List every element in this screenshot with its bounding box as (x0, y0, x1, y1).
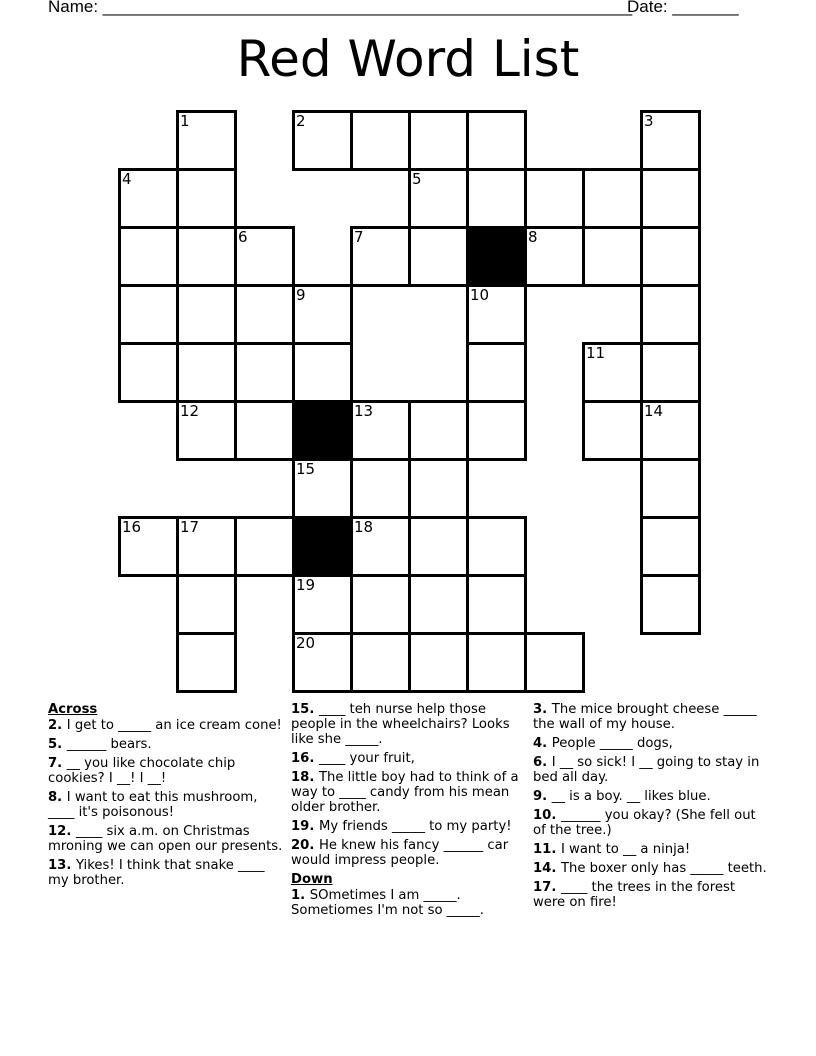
grid-cell[interactable] (176, 110, 237, 171)
clue-text: __ is a boy. __ likes blue. (551, 789, 711, 804)
clue-number: 3. (533, 702, 552, 717)
across-clue (48, 858, 283, 888)
clue-text: ____ your fruit, (318, 751, 415, 766)
clue-number: 8 (528, 228, 538, 246)
clue-number: 10. (533, 808, 561, 823)
grid-cell[interactable] (582, 168, 643, 229)
clue-text: SOmetimes I am _____. Sometiomes I'm not so _____. (291, 888, 484, 918)
across-clue (291, 702, 526, 747)
name-field[interactable]: Name: ________________________________________________________ (48, 0, 633, 16)
grid-cell[interactable] (466, 574, 527, 635)
down-clue (533, 880, 768, 910)
grid-cell[interactable] (466, 516, 527, 577)
clue-text: The little boy had to think of a way to ____ candy from his mean older brother. (291, 770, 519, 815)
grid-cell[interactable] (466, 400, 527, 461)
clue-text: ______ bears. (66, 737, 152, 752)
across-clue (48, 790, 283, 820)
clue-text: ______ you okay? (She fell out of the tree.) (533, 808, 756, 838)
clue-number: 7 (354, 228, 364, 246)
clue-number: 20 (296, 634, 316, 652)
across-clue (291, 819, 526, 834)
clue-number: 16 (122, 518, 142, 536)
grid-cell[interactable] (640, 226, 701, 287)
across-heading: Across (48, 702, 98, 717)
clue-number: 18 (354, 518, 374, 536)
clue-number: 15 (296, 460, 316, 478)
grid-cell[interactable] (408, 168, 469, 229)
across-clue (48, 718, 283, 733)
clue-text: I want to __ a ninja! (560, 842, 691, 857)
grid-cell[interactable] (292, 458, 353, 519)
clue-text: ____ the trees in the forest were on fire! (533, 880, 735, 910)
grid-cell[interactable] (176, 284, 237, 345)
clue-text: My friends _____ to my party! (318, 819, 512, 834)
grid-cell[interactable] (292, 632, 353, 693)
clue-number: 5. (48, 737, 67, 752)
grid-cell[interactable] (350, 632, 411, 693)
grid-cell[interactable] (118, 226, 179, 287)
grid-cell[interactable] (582, 226, 643, 287)
grid-cell[interactable] (466, 110, 527, 171)
grid-cell[interactable] (118, 168, 179, 229)
clues-column-2 (291, 702, 526, 922)
grid-cell[interactable] (234, 342, 295, 403)
clue-text: I get to _____ an ice cream cone! (66, 718, 282, 733)
grid-cell[interactable] (408, 400, 469, 461)
clue-number: 15. (291, 702, 319, 717)
grid-cell[interactable] (292, 342, 353, 403)
page-title: Red Word List (236, 30, 580, 88)
clue-number: 4. (533, 736, 552, 751)
black-cell (466, 226, 527, 287)
clue-text: People _____ dogs, (551, 736, 673, 751)
grid-cell[interactable] (350, 226, 411, 287)
down-clue (533, 736, 768, 751)
grid-cell[interactable] (582, 342, 643, 403)
grid-cell[interactable] (408, 458, 469, 519)
clue-number: 5 (412, 170, 422, 188)
grid-cell[interactable] (640, 400, 701, 461)
clue-number: 10 (470, 286, 490, 304)
across-clue (48, 824, 283, 854)
grid-cell[interactable] (408, 226, 469, 287)
grid-cell[interactable] (408, 110, 469, 171)
clue-text: I __ so sick! I __ going to stay in bed all day. (533, 755, 760, 785)
grid-cell[interactable] (524, 226, 585, 287)
grid-cell[interactable] (640, 516, 701, 577)
down-heading: Down (291, 872, 333, 887)
grid-cell[interactable] (350, 458, 411, 519)
down-clue (533, 755, 768, 785)
grid-cell[interactable] (640, 574, 701, 635)
grid-cell[interactable] (234, 226, 295, 287)
down-clue (533, 702, 768, 732)
date-field[interactable]: Date: _______ (627, 0, 739, 16)
crossword-grid (118, 110, 701, 693)
clue-number: 4 (122, 170, 132, 188)
clue-number: 19. (291, 819, 319, 834)
across-clue (291, 751, 526, 766)
clue-number: 8. (48, 790, 67, 805)
grid-cell[interactable] (234, 284, 295, 345)
clue-number: 1. (291, 888, 310, 903)
clue-number: 16. (291, 751, 319, 766)
grid-cell[interactable] (176, 400, 237, 461)
clue-number: 11. (533, 842, 561, 857)
grid-cell[interactable] (466, 632, 527, 693)
grid-cell[interactable] (466, 168, 527, 229)
grid-cell[interactable] (582, 400, 643, 461)
grid-cell[interactable] (176, 342, 237, 403)
grid-cell[interactable] (292, 574, 353, 635)
down-clue (533, 808, 768, 838)
clue-text: He knew his fancy ______ car would impress people. (291, 838, 509, 868)
grid-cell[interactable] (350, 110, 411, 171)
grid-cell[interactable] (292, 110, 353, 171)
black-cell (292, 516, 353, 577)
clue-number: 13. (48, 858, 76, 873)
clue-number: 17 (180, 518, 200, 536)
black-cell (292, 400, 353, 461)
grid-cell[interactable] (350, 400, 411, 461)
grid-cell[interactable] (466, 284, 527, 345)
clue-text: __ you like chocolate chip cookies? I __! I __! (48, 756, 236, 786)
grid-cell[interactable] (408, 574, 469, 635)
clue-number: 13 (354, 402, 374, 420)
grid-cell[interactable] (176, 516, 237, 577)
grid-cell[interactable] (176, 632, 237, 693)
grid-cell[interactable] (292, 284, 353, 345)
grid-cell[interactable] (350, 574, 411, 635)
across-clue (48, 737, 283, 752)
down-clue (291, 888, 526, 918)
clue-number: 12 (180, 402, 200, 420)
clue-number: 19 (296, 576, 316, 594)
clue-number: 1 (180, 112, 190, 130)
clue-number: 11 (586, 344, 606, 362)
grid-cell[interactable] (118, 516, 179, 577)
across-clue (291, 838, 526, 868)
across-clue (291, 770, 526, 815)
grid-cell[interactable] (176, 574, 237, 635)
grid-cell[interactable] (118, 342, 179, 403)
clue-number: 9. (533, 789, 552, 804)
clue-text: I want to eat this mushroom, ____ it's poisonous! (48, 790, 258, 820)
clue-number: 2 (296, 112, 306, 130)
grid-cell[interactable] (350, 516, 411, 577)
clue-number: 18. (291, 770, 319, 785)
grid-cell[interactable] (466, 342, 527, 403)
grid-cell[interactable] (524, 632, 585, 693)
down-clue (533, 842, 768, 857)
clue-text: ____ six a.m. on Christmas mroning we can open our presents. (48, 824, 283, 854)
grid-cell[interactable] (640, 168, 701, 229)
grid-cell[interactable] (118, 284, 179, 345)
clue-number: 3 (644, 112, 654, 130)
grid-cell[interactable] (640, 110, 701, 171)
clue-number: 6. (533, 755, 552, 770)
clue-number: 14 (644, 402, 664, 420)
clues-column-3 (533, 702, 768, 914)
clue-number: 17. (533, 880, 561, 895)
grid-cell[interactable] (234, 516, 295, 577)
grid-cell[interactable] (176, 226, 237, 287)
clue-number: 6 (238, 228, 248, 246)
clue-number: 7. (48, 756, 67, 771)
down-clue (533, 789, 768, 804)
grid-cell[interactable] (234, 400, 295, 461)
clue-text: The boxer only has _____ teeth. (560, 861, 767, 876)
across-clue (48, 756, 283, 786)
clue-number: 2. (48, 718, 67, 733)
grid-cell[interactable] (408, 516, 469, 577)
clue-text: The mice brought cheese _____ the wall of my house. (533, 702, 757, 732)
grid-cell[interactable] (640, 458, 701, 519)
grid-cell[interactable] (176, 168, 237, 229)
clue-text: ____ teh nurse help those people in the wheelchairs? Looks like she _____. (291, 702, 510, 747)
grid-cell[interactable] (524, 168, 585, 229)
clues-column-1 (48, 702, 283, 892)
clue-text: Yikes! I think that snake ____ my brother. (48, 858, 265, 888)
grid-cell[interactable] (408, 632, 469, 693)
down-clue (533, 861, 768, 876)
clue-number: 14. (533, 861, 561, 876)
clue-number: 20. (291, 838, 319, 853)
grid-cell[interactable] (640, 342, 701, 403)
clue-number: 9 (296, 286, 306, 304)
clue-number: 12. (48, 824, 76, 839)
grid-cell[interactable] (640, 284, 701, 345)
